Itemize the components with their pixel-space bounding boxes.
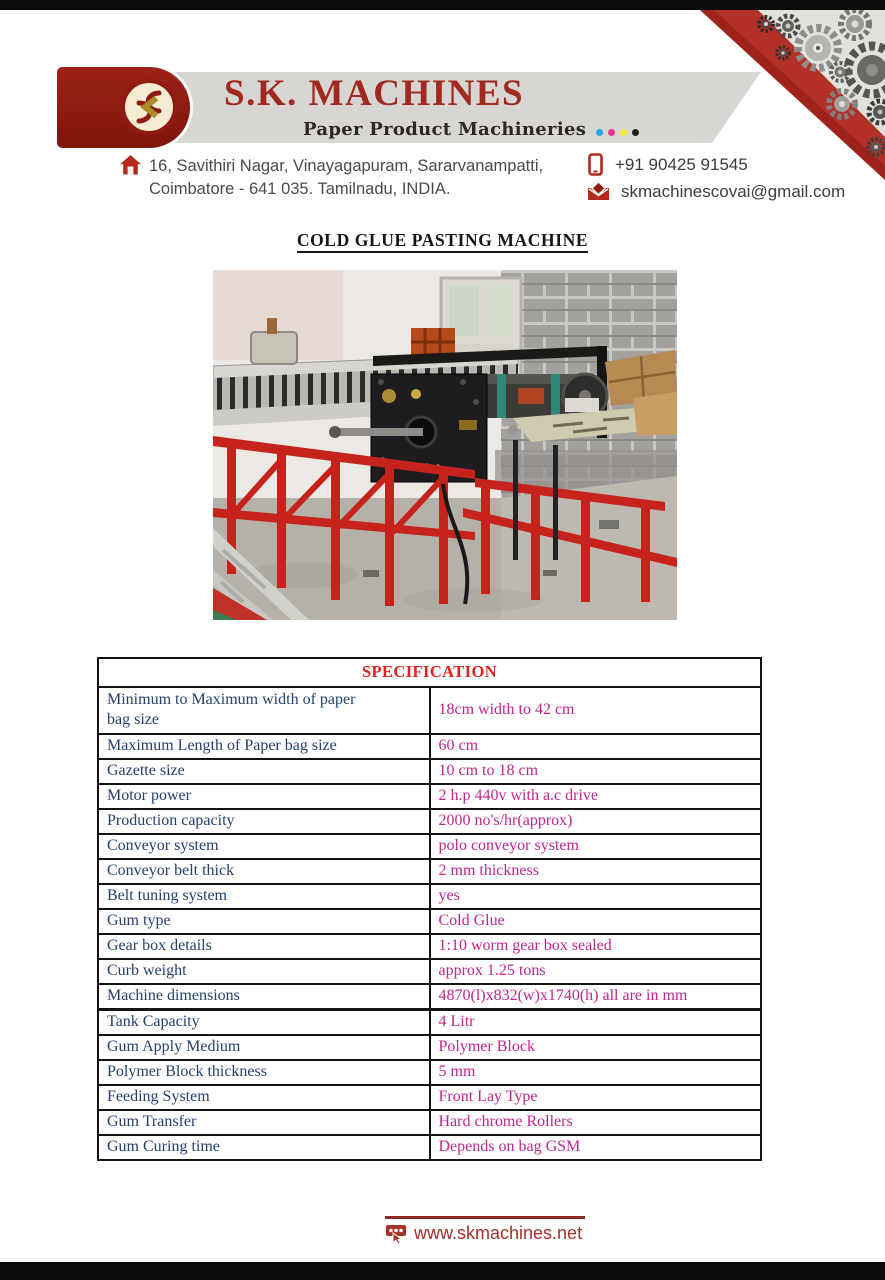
document-title: COLD GLUE PASTING MACHINE <box>297 230 588 253</box>
spec-row <box>98 1110 761 1135</box>
spec-value: Hard chrome Rollers <box>430 1110 762 1135</box>
spec-row <box>98 859 761 884</box>
cmyk-dot <box>608 129 615 136</box>
spec-value: Polymer Block <box>430 1035 762 1060</box>
spec-row <box>98 984 761 1010</box>
sk-monogram-icon <box>121 79 177 135</box>
spec-row <box>98 759 761 784</box>
website-link[interactable]: www.skmachines.net <box>414 1223 583 1243</box>
spec-value: 2000 no's/hr(approx) <box>430 809 762 834</box>
cmyk-dot <box>620 129 627 136</box>
spec-value: 1:10 worm gear box sealed <box>430 934 762 959</box>
spec-value: polo conveyor system <box>430 834 762 859</box>
spec-header: SPECIFICATION <box>98 658 761 687</box>
spec-label: Gear box details <box>98 934 430 959</box>
cmyk-dot <box>596 129 603 136</box>
bottom-letterbox-bar <box>0 1262 885 1280</box>
address-text <box>149 155 543 201</box>
spec-label: Feeding System <box>98 1085 430 1110</box>
spec-row <box>98 959 761 984</box>
spec-label: Machine dimensions <box>98 984 430 1010</box>
spec-label: Polymer Block thickness <box>98 1060 430 1085</box>
footer-divider <box>385 1216 585 1219</box>
cmyk-dots-decoration <box>596 129 639 136</box>
spec-value: Depends on bag GSM <box>430 1135 762 1160</box>
spec-label: Curb weight <box>98 959 430 984</box>
phone-link[interactable]: +91 90425 91545 <box>615 154 748 174</box>
spec-row <box>98 734 761 759</box>
spec-row <box>98 909 761 934</box>
spec-label: Gum Curing time <box>98 1135 430 1160</box>
email-envelope-icon <box>588 182 609 201</box>
address-line-1: 16, Savithiri Nagar, Vinayagapuram, Sararvanampatti, <box>149 157 544 175</box>
spec-row <box>98 1060 761 1085</box>
spec-label: Gum type <box>98 909 430 934</box>
cmyk-dot <box>632 129 639 136</box>
spec-value: 60 cm <box>430 734 762 759</box>
spec-label: Belt tuning system <box>98 884 430 909</box>
spec-value: Cold Glue <box>430 909 762 934</box>
spec-label: Gum Apply Medium <box>98 1035 430 1060</box>
spec-row <box>98 687 761 734</box>
spec-header-row <box>98 658 761 687</box>
specification-table <box>97 657 762 1161</box>
spec-value: 18cm width to 42 cm <box>430 687 762 734</box>
spec-value: 10 cm to 18 cm <box>430 759 762 784</box>
company-name: S.K. MACHINES <box>224 73 525 114</box>
contact-block <box>588 151 845 205</box>
spec-value: 5 mm <box>430 1060 762 1085</box>
spec-label: Conveyor belt thick <box>98 859 430 884</box>
address-line-2: Coimbatore - 641 035. Tamilnadu, INDIA. <box>149 180 451 199</box>
home-icon <box>120 155 141 175</box>
spec-value: approx 1.25 tons <box>430 959 762 984</box>
spec-row <box>98 884 761 909</box>
spec-row <box>98 1035 761 1060</box>
spec-value: 2 h.p 440v with a.c drive <box>430 784 762 809</box>
machine-photo-illustration <box>213 270 677 620</box>
spec-row <box>98 809 761 834</box>
spec-row <box>98 784 761 809</box>
machine-photo <box>213 270 677 620</box>
company-logo-pill <box>57 67 190 148</box>
spec-label: Minimum to Maximum width of paper bag size <box>98 687 430 734</box>
company-tagline: Paper Product Machineries <box>303 119 587 140</box>
tagline-row <box>303 119 639 140</box>
spec-value: yes <box>430 884 762 909</box>
footer-row <box>385 1222 582 1245</box>
phone-row <box>588 151 845 178</box>
email-row <box>588 178 845 205</box>
spec-row <box>98 1085 761 1110</box>
top-letterbox-bar <box>0 0 885 10</box>
address-block <box>120 155 543 201</box>
document-title-wrap <box>0 230 885 251</box>
spec-label: Production capacity <box>98 809 430 834</box>
spec-row <box>98 834 761 859</box>
spec-row <box>98 934 761 959</box>
spec-label: Gum Transfer <box>98 1110 430 1135</box>
spec-value: 4870(l)x832(w)x1740(h) all are in mm <box>430 984 762 1010</box>
spec-label: Conveyor system <box>98 834 430 859</box>
spec-value: 2 mm thickness <box>430 859 762 884</box>
spec-label: Maximum Length of Paper bag size <box>98 734 430 759</box>
spec-label: Tank Capacity <box>98 1010 430 1036</box>
spec-label: Motor power <box>98 784 430 809</box>
spec-value: 4 Litr <box>430 1010 762 1036</box>
spec-row <box>98 1135 761 1160</box>
website-click-icon <box>385 1222 407 1245</box>
spec-value: Front Lay Type <box>430 1085 762 1110</box>
mobile-phone-icon <box>588 153 603 176</box>
spec-label: Gazette size <box>98 759 430 784</box>
email-link[interactable]: skmachinescovai@gmail.com <box>621 181 846 201</box>
spec-row <box>98 1010 761 1036</box>
